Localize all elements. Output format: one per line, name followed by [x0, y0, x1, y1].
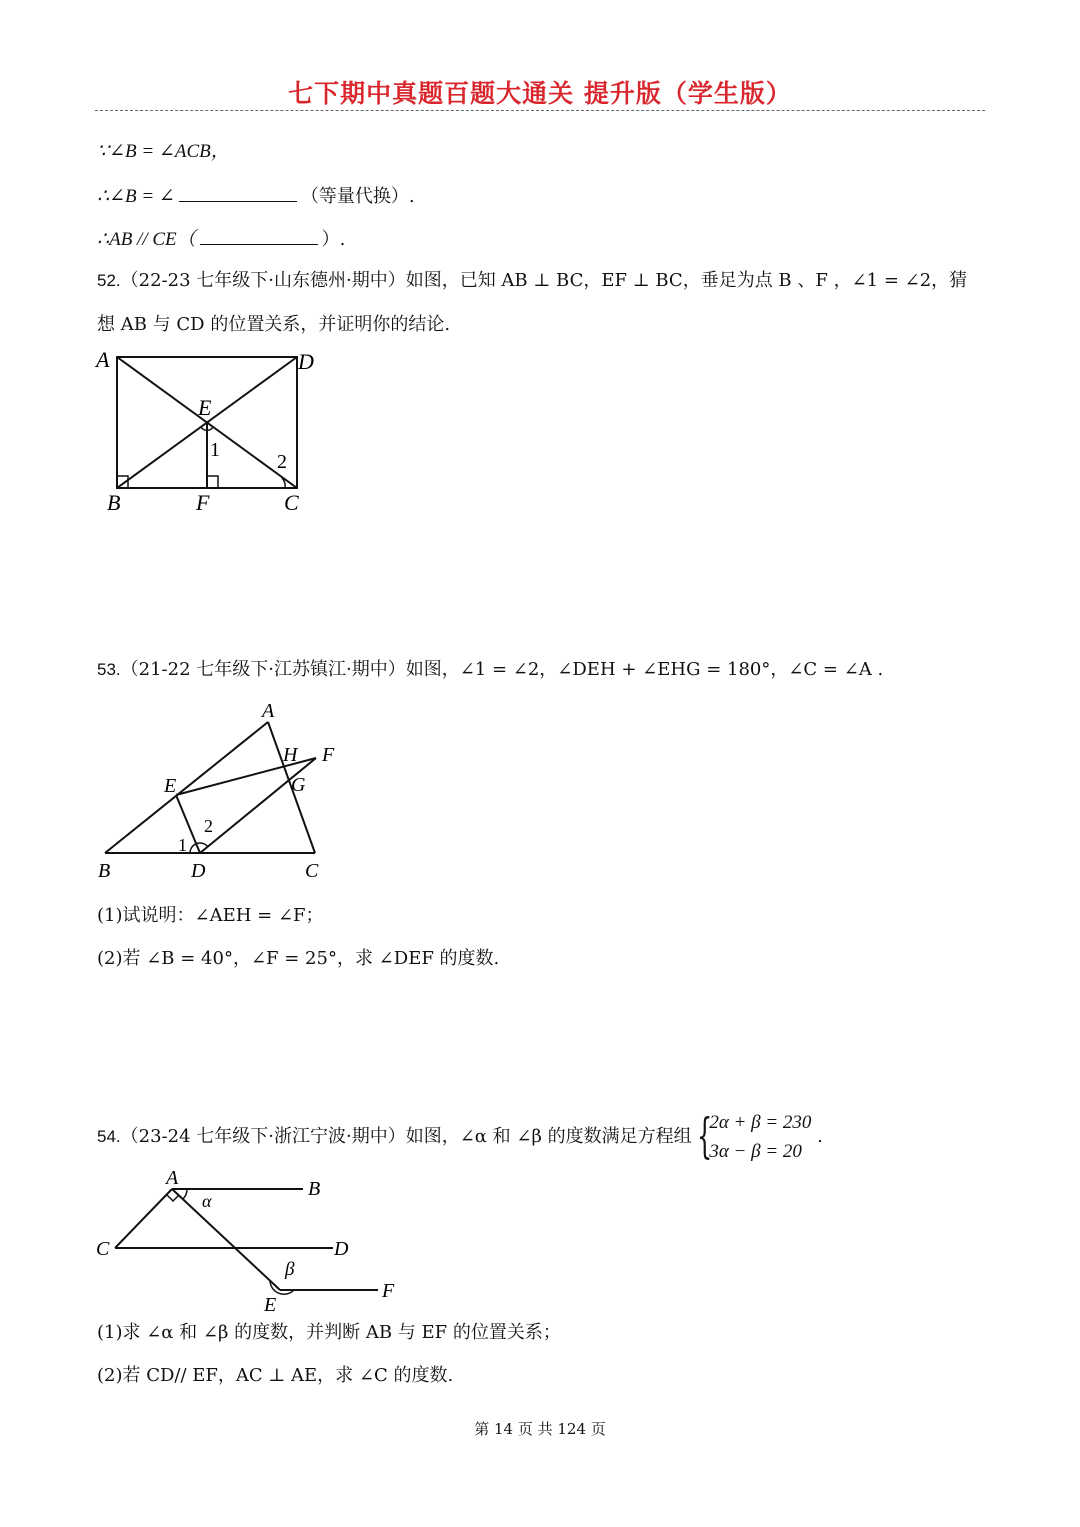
- header-divider: [95, 110, 985, 111]
- q52-line-1: [97, 269, 967, 293]
- q53-figure: [90, 695, 350, 890]
- q54-figure: [90, 1165, 410, 1315]
- proof-line-1: ∵∠B = ∠ACB，: [97, 141, 230, 162]
- q53-label-F: F: [322, 744, 335, 766]
- q52-label-E: E: [198, 395, 212, 420]
- q52-label-D: D: [298, 349, 314, 374]
- q54-equation-system: [697, 1108, 811, 1166]
- q54-label-A: A: [166, 1167, 179, 1189]
- answer-blank-2[interactable]: [200, 226, 318, 245]
- q54-text: 如图，∠α 和 ∠β 的度数满足方程组: [405, 1126, 692, 1147]
- proof-line-3: [97, 226, 345, 252]
- proof-line-2: [97, 183, 415, 209]
- q53-angle-2: 2: [204, 816, 213, 836]
- q52-number: 52.: [97, 271, 121, 290]
- q52-text-1: 如图，已知 AB ⊥ BC，EF ⊥ BC，垂足为点 B 、F ，∠1 = ∠2，猜: [405, 270, 968, 291]
- proof-line-3-post: ）.: [321, 229, 346, 250]
- q53-label-G: G: [291, 774, 306, 796]
- q54-label-F: F: [382, 1280, 395, 1302]
- q54-alpha: α: [202, 1191, 212, 1211]
- q52-source: （22-23 七年级下·山东德州·期中）: [120, 270, 406, 291]
- q52-label-F: F: [196, 490, 210, 515]
- q52-line-2: 想 AB 与 CD 的位置关系，并证明你的结论.: [97, 314, 451, 335]
- q52-angle-1: 1: [210, 439, 220, 461]
- q54-number: 54.: [97, 1127, 121, 1146]
- q53-source: （21-22 七年级下·江苏镇江·期中）: [120, 659, 406, 680]
- q54-equation-1: 2α + β = 230: [709, 1112, 812, 1133]
- q53-part-2: (2)若 ∠B = 40°，∠F = 25°，求 ∠DEF 的度数.: [97, 948, 500, 969]
- q53-part-1: (1)试说明：∠AEH = ∠F；: [97, 905, 324, 926]
- answer-blank-1[interactable]: [179, 183, 297, 202]
- q54-part-2: (2)若 CD// EF，AC ⊥ AE，求 ∠C 的度数.: [97, 1365, 454, 1386]
- proof-line-3-pre: ∴AB // CE（: [97, 229, 196, 250]
- q52-angle-2: 2: [277, 451, 287, 473]
- page-header-title: 七下期中真题百题大通关 提升版（学生版）: [288, 79, 792, 108]
- q54-beta: β: [285, 1259, 295, 1280]
- q53-label-A: A: [262, 700, 275, 722]
- q54-label-B: B: [308, 1178, 321, 1200]
- q54-part-1: (1)求 ∠α 和 ∠β 的度数，并判断 AB 与 EF 的位置关系；: [97, 1322, 561, 1343]
- q52-figure: [90, 340, 330, 520]
- q54-label-E: E: [264, 1294, 277, 1315]
- q53-text: 如图，∠1 = ∠2，∠DEH + ∠EHG = 180°，∠C = ∠A .: [405, 659, 884, 680]
- q54-source: （23-24 七年级下·浙江宁波·期中）: [120, 1126, 406, 1147]
- proof-line-2-post: （等量代换）.: [300, 186, 415, 207]
- q54-equation-2: 3α − β = 20: [709, 1141, 802, 1162]
- q54-label-D: D: [334, 1238, 349, 1260]
- q54-text-end: .: [817, 1126, 823, 1147]
- q53-number: 53.: [97, 660, 121, 679]
- proof-line-2-pre: ∴∠B = ∠: [97, 186, 175, 207]
- q53-label-H: H: [283, 744, 298, 766]
- q53-label-B: B: [98, 860, 111, 882]
- q52-label-B: B: [107, 490, 121, 515]
- q54-label-C: C: [96, 1238, 110, 1260]
- q54-brace: {: [697, 1108, 713, 1164]
- q53-angle-1: 1: [178, 835, 187, 855]
- q53-label-C: C: [305, 860, 319, 882]
- q52-label-A: A: [96, 347, 110, 372]
- q53-label-E: E: [164, 775, 177, 797]
- q54-line-1: [97, 1108, 823, 1166]
- q52-label-C: C: [284, 490, 299, 515]
- q53-label-D: D: [191, 860, 206, 882]
- q53-line-1: [97, 658, 883, 682]
- page-footer: 第 14 页 共 124 页: [474, 1420, 606, 1438]
